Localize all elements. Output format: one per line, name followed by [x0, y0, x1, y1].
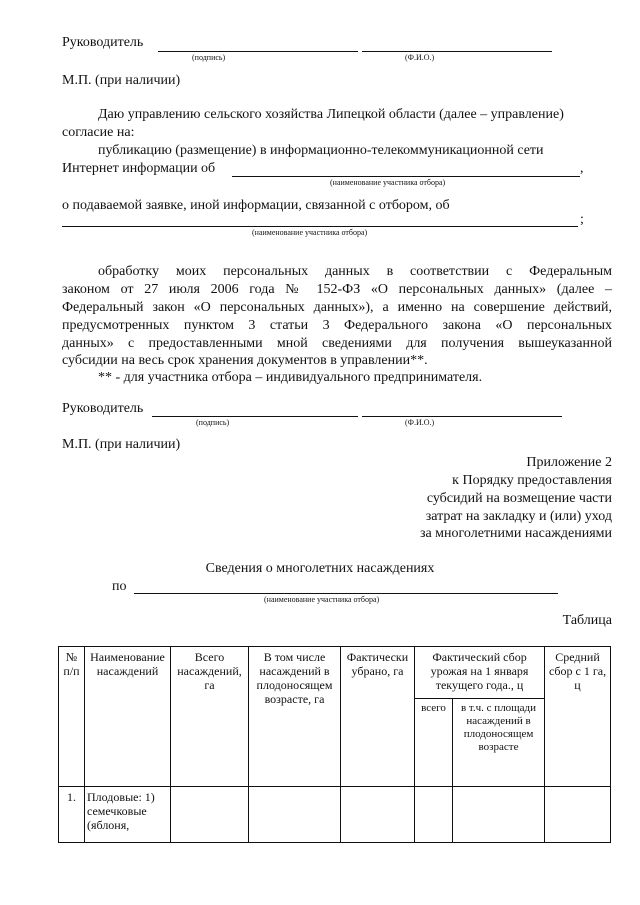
signature-caption-2: (подпись): [196, 418, 230, 427]
row-cell: [415, 787, 453, 843]
header-num: № п/п: [59, 647, 85, 787]
signature-line: [158, 51, 358, 52]
header-name: Наименование насаждений: [85, 647, 171, 787]
appendix-line-1: Приложение 2: [526, 455, 612, 470]
row-cell: [341, 787, 415, 843]
fio-caption-2: (Ф.И.О.): [405, 418, 435, 427]
fio-line: [362, 51, 552, 52]
participant-caption-1: (наименование участника отбора): [330, 178, 446, 187]
row-cell: [545, 787, 611, 843]
row-cell: [453, 787, 545, 843]
participant-line-1: [232, 176, 580, 177]
appendix-line-4: затрат на закладку и (или) уход: [425, 509, 612, 524]
appendix-line-2: к Порядку предоставления: [452, 473, 612, 488]
header-harvested: Фактически убрано, га: [341, 647, 415, 787]
row-name: Плодовые: 1) семечковые (яблоня,: [85, 787, 171, 843]
signature-caption: (подпись): [192, 53, 226, 62]
participant-caption-2: (наименование участника отбора): [252, 228, 368, 237]
head-label-2: Руководитель: [62, 401, 144, 416]
header-fruit-bearing: В том числе насаждений в плодоносящем возрасте, га: [249, 647, 341, 787]
info-title: Сведения о многолетних насаждениях: [205, 561, 435, 576]
consent-paragraph-4: о подаваемой заявке, иной информации, связанной с отбором, об: [62, 198, 450, 213]
plantings-table: [58, 646, 611, 843]
header-average: Средний сбор с 1 га, ц: [545, 647, 611, 787]
stamp-note: М.П. (при наличии): [62, 73, 181, 88]
header-harvest: Фактический сбор урожая на 1 января текущего года., ц: [415, 647, 545, 699]
table-row: [59, 787, 611, 843]
semicolon: ;: [580, 212, 584, 227]
processing-line-5: данных» с предоставленными мной сведениями для получения вышеуказанной: [62, 336, 612, 351]
processing-line-3: Федеральный закон «О персональных данных»), а именно на совершение действий,: [62, 300, 612, 315]
processing-line-1: обработку моих персональных данных в соответствии с Федеральным: [98, 264, 612, 279]
consent-paragraph-1: Даю управлению сельского хозяйства Липецкой области (далее – управление): [98, 107, 564, 122]
row-num: 1.: [59, 787, 85, 843]
processing-line-4: предусмотренных пунктом 3 статьи 3 Федерального закона «О персональных: [62, 318, 612, 333]
processing-line-2: законом от 27 июля 2006 года № 152-ФЗ «О персональных данных» (далее –: [62, 282, 612, 297]
participant-line-2: [62, 226, 578, 227]
fio-caption: (Ф.И.О.): [405, 53, 435, 62]
header-sub-fruit-bearing: в т.ч. с площади насаждений в плодоносящем возрасте: [453, 699, 545, 787]
consent-paragraph-3: Интернет информации об: [62, 161, 216, 176]
participant-caption-3: (наименование участника отбора): [264, 595, 380, 604]
consent-paragraph-2: публикацию (размещение) в информационно-телекоммуникационной сети: [98, 143, 544, 158]
head-label: Руководитель: [62, 35, 144, 50]
signature-line-2: [152, 416, 358, 417]
header-sub-total: всего: [415, 699, 453, 787]
consent-paragraph-1b: согласие на:: [62, 125, 135, 140]
appendix-line-3: субсидий на возмещение части: [426, 491, 612, 506]
table-label: Таблица: [562, 613, 612, 628]
appendix-line-5: за многолетними насаждениями: [419, 526, 612, 541]
stamp-note-2: М.П. (при наличии): [62, 437, 181, 452]
by-label: по: [112, 579, 127, 594]
row-cell: [249, 787, 341, 843]
fio-line-2: [362, 416, 562, 417]
participant-line-3: [134, 593, 558, 594]
row-cell: [171, 787, 249, 843]
footnote: ** - для участника отбора – индивидуального предпринимателя.: [98, 370, 483, 385]
processing-line-6: субсидии на весь срок хранения документов в управлении**.: [62, 353, 428, 368]
comma: ,: [580, 161, 584, 176]
header-total: Всего насаждений, га: [171, 647, 249, 787]
